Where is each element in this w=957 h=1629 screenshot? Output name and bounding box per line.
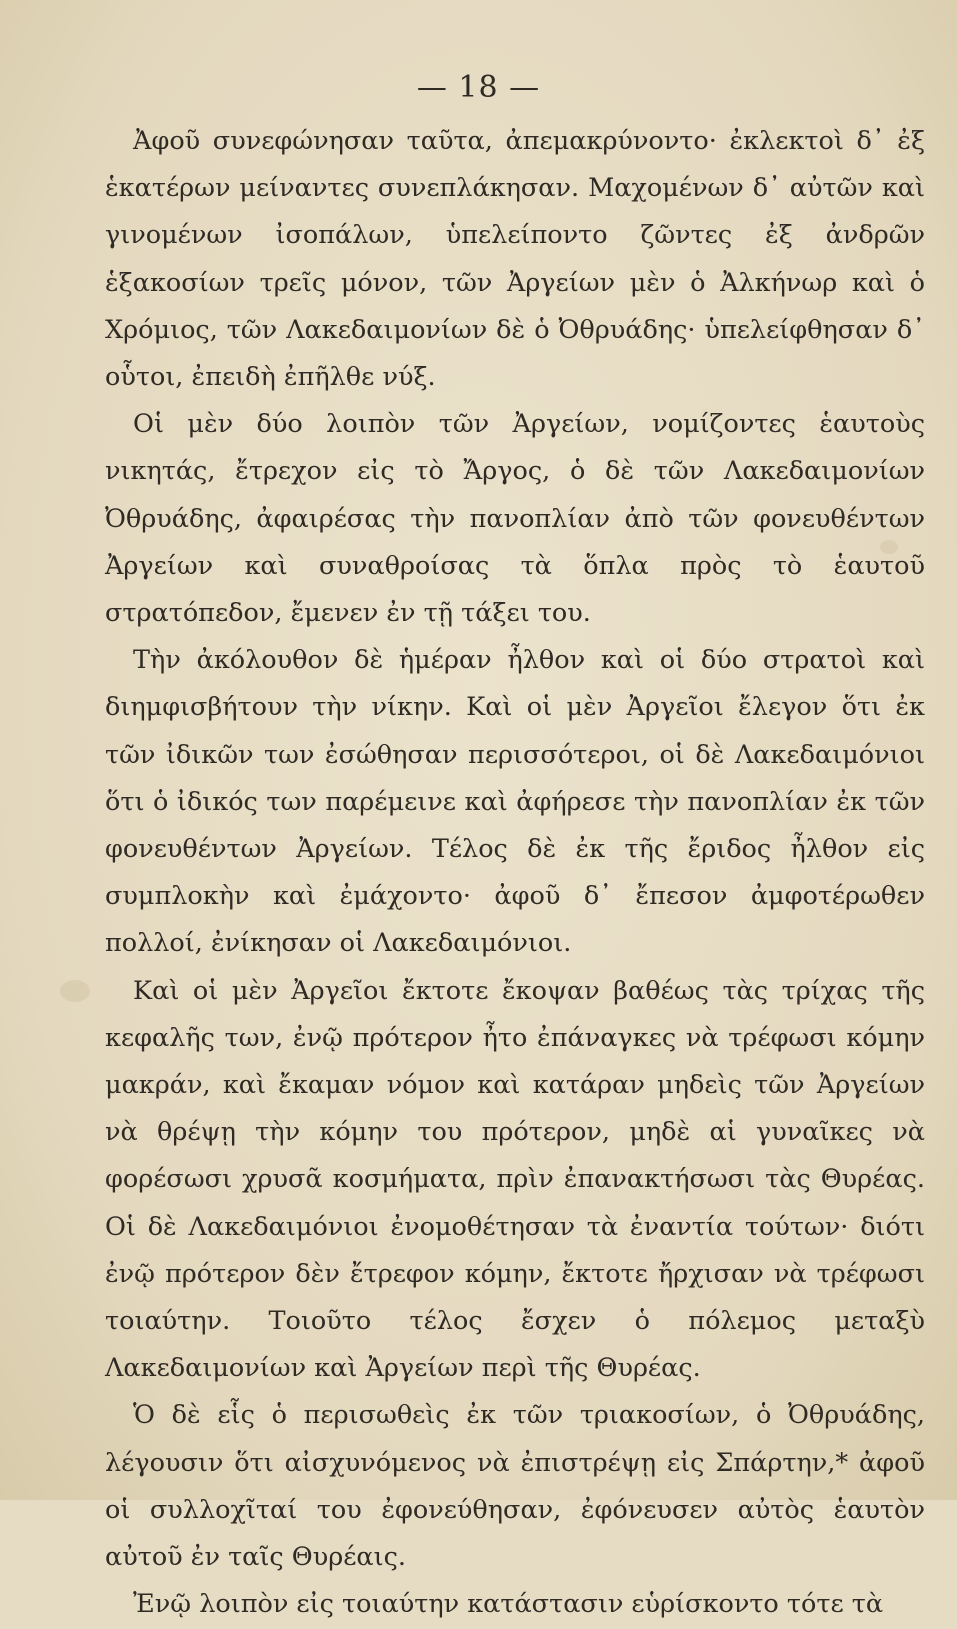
paragraph: Ἀφοῦ συνεφώνησαν ταῦτα, ἀπεμακρύνοντο· ἐκλεκτοὶ δ᾿ ἐξ ἑκατέρων μείναντες συνεπλάκησαν. Μαχομένων δ᾿ αὐτῶν καὶ γινομένων ἰσοπάλων, ὑπελείποντο ζῶντες ἐξ ἀνδρῶν ἑξακοσίων τρεῖς μόνον, τῶν Ἀργείων μὲν ὁ Ἀλκήνωρ καὶ ὁ Χρόμιος, τῶν Λακεδαιμονίων δὲ ὁ Ὀθρυάδης· ὑπελείφθησαν δ᾿ οὗτοι, ἐπειδὴ ἐπῆλθε νύξ. — [105, 126, 925, 393]
body-text — [105, 118, 925, 1629]
paper-stain — [60, 980, 90, 1002]
paragraph: Ἐνῷ λοιπὸν εἰς τοιαύτην κατάστασιν εὑρίσκοντο τότε τὰ — [133, 1589, 884, 1620]
paragraph: Καὶ οἱ μὲν Ἀργεῖοι ἔκτοτε ἔκοψαν βαθέως τὰς τρίχας τῆς κεφαλῆς των, ἐνῷ πρότερον ἦτο ἐπάναγκες νὰ τρέφωσι κόμην μακράν, καὶ ἔκαμαν νόμον καὶ κατάραν μηδεὶς τῶν Ἀργείων νὰ θρέψῃ τὴν κόμην του πρότερον, μηδὲ αἱ γυναῖκες νὰ φορέσωσι χρυσᾶ κοσμήματα, πρὶν ἐπανακτήσωσι τὰς Θυρέας. Οἱ δὲ Λακεδαιμόνιοι ἐνομοθέτησαν τὰ ἐναντία τούτων· διότι ἐνῷ πρότερον δὲν ἔτρεφον κόμην, ἔκτοτε ἤρχισαν νὰ τρέφωσι τοιαύτην. Τοιοῦτο τέλος ἔσχεν ὁ πόλεμος μεταξὺ Λακεδαιμονίων καὶ Ἀργείων περὶ τῆς Θυρέας. — [105, 975, 925, 1384]
paragraph: Οἱ μὲν δύο λοιπὸν τῶν Ἀργείων, νομίζοντες ἑαυτοὺς νικητάς, ἔτρεχον εἰς τὸ Ἄργος, ὁ δὲ τῶν Λακεδαιμονίων Ὀθρυάδης, ἀφαιρέσας τὴν πανοπλίαν ἀπὸ τῶν φονευθέντων Ἀργείων καὶ συναθροίσας τὰ ὅπλα πρὸς τὸ ἑαυτοῦ στρατόπεδον, ἔμενεν ἐν τῇ τάξει του. — [105, 409, 925, 629]
page-number: — 18 — — [416, 70, 541, 105]
paragraph: Τὴν ἀκόλουθον δὲ ἡμέραν ἦλθον καὶ οἱ δύο στρατοὶ καὶ διημφισβήτουν τὴν νίκην. Καὶ οἱ μὲν Ἀργεῖοι ἔλεγον ὅτι ἐκ τῶν ἰδικῶν των ἐσώθησαν περισσότεροι, οἱ δὲ Λακεδαιμόνιοι ὅτι ὁ ἰδικός των παρέμεινε καὶ ἀφήρεσε τὴν πανοπλίαν ἐκ τῶν φονευθέντων Ἀργείων. Τέλος δὲ ἐκ τῆς ἔριδος ἦλθον εἰς συμπλοκὴν καὶ ἐμάχοντο· ἀφοῦ δ᾿ ἔπεσον ἀμφοτέρωθεν πολλοί, ἐνίκησαν οἱ Λακεδαιμόνιοι. — [105, 645, 925, 959]
paragraph: Ὁ δὲ εἷς ὁ περισωθεὶς ἐκ τῶν τριακοσίων, ὁ Ὀθρυάδης, λέγουσιν ὅτι αἰσχυνόμενος νὰ ἐπιστρέψῃ εἰς Σπάρτην,* ἀφοῦ οἱ συλλοχῖταί του ἐφονεύθησαν, ἐφόνευσεν αὐτὸς ἑαυτὸν αὐτοῦ ἐν ταῖς Θυρέαις. — [105, 1400, 925, 1573]
